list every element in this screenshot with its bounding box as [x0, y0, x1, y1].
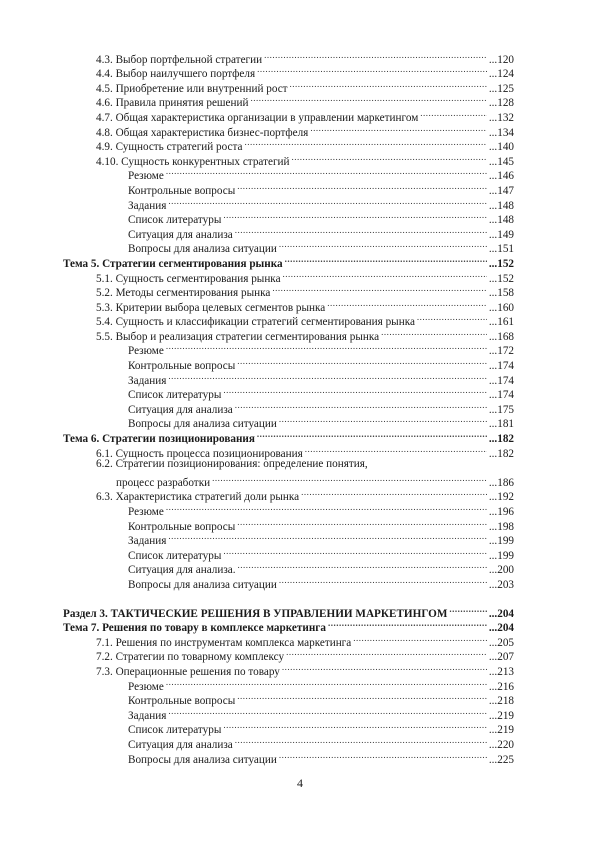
dot-leader: [257, 63, 487, 78]
toc-entry-title: Список литературы: [128, 724, 222, 737]
dot-leader: [286, 646, 487, 661]
toc-entry-page: ... 205: [489, 636, 514, 651]
toc-entry-title: 4.5. Приобретение или внутренний рост: [96, 82, 288, 95]
toc-entry-page: ... 134: [489, 126, 514, 141]
toc-entry-title: Вопросы для анализа ситуации: [128, 243, 277, 256]
toc-entry-title: Список литературы: [128, 214, 222, 227]
dot-leader: [212, 471, 487, 486]
toc-block-chapters-4-6: [63, 48, 514, 591]
toc-entry-title: 6.2. Стратегии позиционирования: определение понятия,: [96, 457, 368, 470]
toc-entry-title: Задания: [128, 374, 167, 387]
dot-leader: [272, 282, 487, 297]
toc-entry[interactable]: [63, 602, 514, 620]
dot-leader: [279, 748, 487, 763]
toc-entry[interactable]: [63, 457, 514, 472]
dot-leader: [237, 690, 487, 705]
toc-entry-page: ... 140: [489, 140, 514, 155]
toc-entry-page: ... 199: [489, 534, 514, 549]
toc-entry-title: Резюме: [128, 170, 164, 183]
toc-entry-page: ... 182: [489, 432, 514, 447]
dot-leader: [381, 325, 487, 340]
dot-leader: [285, 252, 487, 267]
toc-entry-page: ... 120: [489, 53, 514, 68]
toc-entry-title: Тема 6. Стратегии позиционирования: [63, 433, 255, 446]
toc-entry-page: ... 172: [489, 344, 514, 359]
dot-leader: [168, 704, 486, 719]
toc-entry-title: Вопросы для анализа ситуации: [128, 578, 277, 591]
toc-entry-page: ... 151: [489, 242, 514, 257]
toc-entry-title: 5.1. Сущность сегментирования рынка: [96, 272, 281, 285]
toc-entry-page: ... 219: [489, 723, 514, 738]
dot-leader: [237, 515, 487, 530]
toc-entry-title: Контрольные вопросы: [128, 184, 236, 197]
toc-entry-page: ... 213: [489, 665, 514, 680]
toc-entry-title: процесс разработки: [116, 476, 211, 489]
toc-entry-page: ... 196: [489, 505, 514, 520]
toc-entry-page: ... 200: [489, 563, 514, 578]
dot-leader: [327, 296, 487, 311]
dot-leader: [168, 530, 486, 545]
toc-entry-title: Вопросы для анализа ситуации: [128, 753, 277, 766]
dot-leader: [237, 354, 487, 369]
toc-entry-title: Задания: [128, 199, 167, 212]
toc-entry-title: Тема 5. Стратегии сегментирования рынка: [63, 257, 283, 270]
dot-leader: [292, 150, 487, 165]
toc-entry-page: ... 148: [489, 199, 514, 214]
toc-block-section-3: [63, 602, 514, 766]
dot-leader: [305, 442, 487, 457]
dot-leader: [420, 106, 487, 121]
toc-entry-page: ... 199: [489, 549, 514, 564]
toc-entry-title: 4.9. Сущность стратегий роста: [96, 141, 243, 154]
dot-leader: [353, 631, 487, 646]
toc-entry-page: ... 198: [489, 520, 514, 535]
dot-leader: [279, 573, 487, 588]
toc-entry-page: ... 203: [489, 578, 514, 593]
toc-entry-title: Задания: [128, 535, 167, 548]
dot-leader: [257, 427, 487, 442]
toc-entry-title: 7.2. Стратегии по товарному комплексу: [96, 651, 285, 664]
dot-leader: [166, 165, 487, 180]
toc-entry-title: Резюме: [128, 680, 164, 693]
toc-entry-page: ... 181: [489, 417, 514, 432]
toc-entry-title: Ситуация для анализа: [128, 228, 233, 241]
toc-entry-page: ... 174: [489, 359, 514, 374]
dot-leader: [282, 660, 487, 675]
toc-entry-title: Раздел 3. ТАКТИЧЕСКИЕ РЕШЕНИЯ В УПРАВЛЕНИИ МАРКЕТИНГОМ: [63, 607, 448, 620]
dot-leader: [223, 209, 486, 224]
dot-leader: [223, 719, 486, 734]
toc-entry-page: ... 225: [489, 753, 514, 768]
toc-entry-title: 5.4. Сущность и классификации стратегий сегментирования рынка: [96, 316, 415, 329]
toc-entry-page: ... 161: [489, 315, 514, 330]
toc-entry-page: ... 146: [489, 169, 514, 184]
dot-leader: [290, 77, 487, 92]
toc-entry-page: ... 174: [489, 388, 514, 403]
toc-entry-page: ... 124: [489, 67, 514, 82]
dot-leader: [301, 486, 487, 501]
toc-entry-title: Вопросы для анализа ситуации: [128, 418, 277, 431]
dot-leader: [279, 413, 487, 428]
toc-entry[interactable]: [63, 48, 514, 66]
dot-leader: [223, 544, 486, 559]
toc-entry-title: 5.5. Выбор и реализация стратегии сегментирования рынка: [96, 330, 380, 343]
toc-entry-title: Резюме: [128, 506, 164, 518]
toc-entry-page: ... 220: [489, 738, 514, 753]
dot-leader: [279, 238, 487, 253]
dot-leader: [244, 136, 486, 151]
toc-entry-title: 4.7. Общая характеристика организации в управлении маркетингом: [96, 111, 419, 124]
toc-entry-title: Тема 7. Решения по товару в комплексе маркетинга: [63, 622, 326, 635]
toc-entry-title: Контрольные вопросы: [128, 695, 236, 708]
toc-entry-title: 4.3. Выбор портфельной стратегии: [96, 53, 263, 66]
toc-entry-page: ... 207: [489, 650, 514, 665]
dot-leader: [235, 733, 487, 748]
toc-entry-page: ... 186: [489, 476, 514, 491]
toc-entry-title: 5.2. Методы сегментирования рынка: [96, 287, 271, 300]
toc-entry-title: 4.10. Сущность конкурентных стратегий: [96, 155, 290, 168]
toc-entry-page: ... 204: [489, 621, 514, 636]
toc-entry[interactable]: [63, 471, 514, 489]
dot-leader: [283, 267, 487, 282]
dot-leader: [449, 602, 486, 617]
toc-entry-page: ... 174: [489, 374, 514, 389]
toc-entry-title: Список литературы: [128, 549, 222, 562]
toc-entry-page: ... 125: [489, 82, 514, 97]
toc-entry-page: ... 128: [489, 96, 514, 111]
toc-entry-page: ... 148: [489, 213, 514, 228]
toc-entry-page: ... 182: [489, 447, 514, 462]
toc-entry-page: ... 216: [489, 680, 514, 695]
toc-entry-page: ... 218: [489, 694, 514, 709]
dot-leader: [168, 194, 486, 209]
dot-leader: [168, 369, 486, 384]
toc-entry-page: ... 158: [489, 286, 514, 301]
dot-leader: [264, 48, 487, 63]
page-number: 4: [297, 776, 303, 790]
toc-entry-title: Ситуация для анализа: [128, 738, 233, 751]
toc-entry-page: ... 147: [489, 184, 514, 199]
toc-entry-title: Ситуация для анализа: [128, 403, 233, 416]
toc-entry-title: Задания: [128, 709, 167, 722]
toc-entry-title: Резюме: [128, 345, 164, 358]
toc-entry-page: ... 160: [489, 301, 514, 316]
toc-entry-page: ... 175: [489, 403, 514, 418]
dot-leader: [166, 675, 487, 690]
toc-entry-title: Ситуация для анализа.: [128, 564, 236, 577]
toc-entry-page: ... 204: [489, 607, 514, 622]
toc-entry-title: 4.4. Выбор наилучшего портфеля: [96, 68, 256, 81]
toc-entry-page: ... 145: [489, 155, 514, 170]
toc-entry-page: ... 152: [489, 272, 514, 287]
toc-entry-title: 6.3. Характеристика стратегий доли рынка: [96, 491, 300, 504]
toc-entry-page: ... 219: [489, 709, 514, 724]
dot-leader: [310, 121, 487, 136]
toc-entry-page: ... 132: [489, 111, 514, 126]
toc-entry-page: ... 192: [489, 490, 514, 505]
dot-leader: [417, 311, 487, 326]
toc-entry-page: ... 168: [489, 330, 514, 345]
dot-leader: [238, 559, 487, 574]
toc-entry-title: Контрольные вопросы: [128, 520, 236, 533]
toc-entry-title: Список литературы: [128, 389, 222, 402]
toc-entry-page: ... 152: [489, 257, 514, 272]
table-of-contents: [63, 48, 514, 766]
dot-leader: [166, 340, 487, 355]
dot-leader: [250, 92, 486, 107]
toc-entry-title: 4.6. Правила принятия решений: [96, 97, 249, 110]
toc-entry-title: 7.3. Операционные решения по товару: [96, 665, 280, 678]
dot-leader: [328, 617, 487, 632]
toc-entry-title: 7.1. Решения по инструментам комплекса маркетинга: [96, 636, 352, 649]
toc-entry-title: 4.8. Общая характеристика бизнес-портфеля: [96, 126, 309, 139]
dot-leader: [235, 398, 487, 413]
dot-leader: [237, 179, 487, 194]
toc-entry-title: 6.1. Сущность процесса позиционирования: [96, 447, 303, 460]
dot-leader: [166, 500, 487, 515]
toc-entry-title: Контрольные вопросы: [128, 360, 236, 373]
toc-entry-page: ... 149: [489, 228, 514, 243]
toc-entry-title: 5.3. Критерии выбора целевых сегментов рынка: [96, 301, 326, 314]
dot-leader: [223, 384, 486, 399]
dot-leader: [235, 223, 487, 238]
